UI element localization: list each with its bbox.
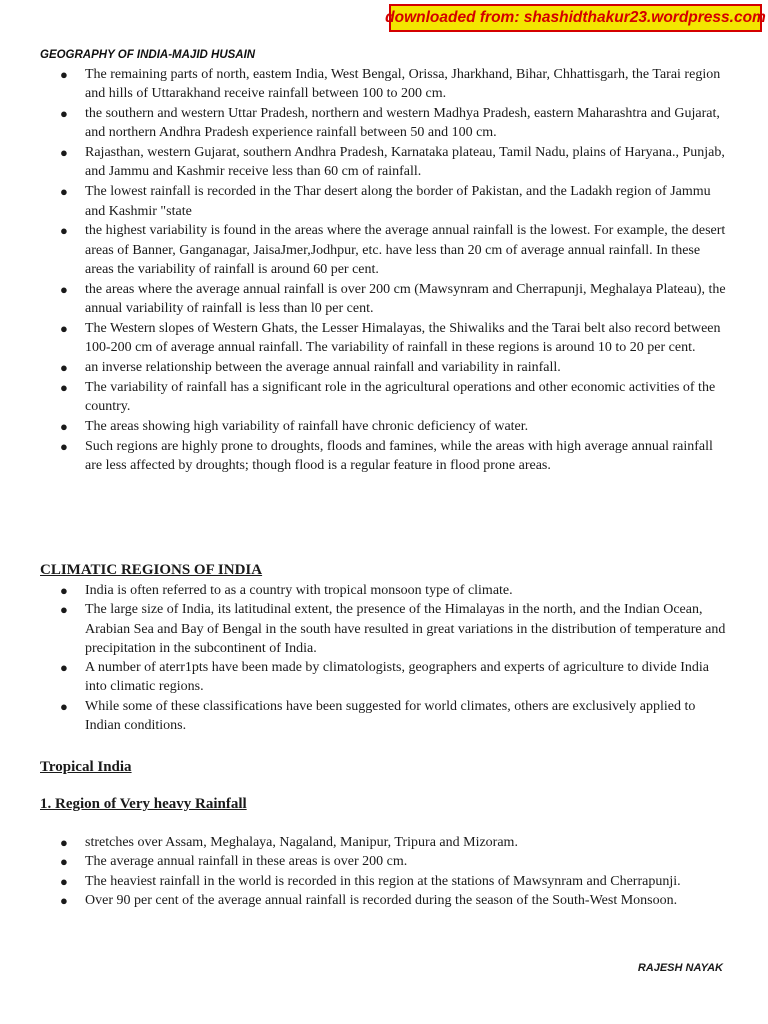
list-item: ● The heaviest rainfall in the world is recorded in this region at the stations of Mawsynram and Cherrapunji. bbox=[40, 872, 730, 891]
bullet-icon: ● bbox=[60, 698, 68, 714]
list-item: ● Over 90 per cent of the average annual rainfall is recorded during the season of the South-West Monsoon. bbox=[40, 891, 730, 910]
bullet-icon: ● bbox=[60, 184, 68, 200]
bullet-icon: ● bbox=[60, 438, 68, 454]
list-item: ● an inverse relationship between the average annual rainfall and variability in rainfall. bbox=[40, 358, 730, 377]
rainfall-bullet-list bbox=[40, 65, 730, 476]
bullet-icon: ● bbox=[60, 145, 68, 161]
bullet-icon: ● bbox=[60, 660, 68, 676]
bullet-icon: ● bbox=[60, 359, 68, 375]
list-item: ● The areas showing high variability of rainfall have chronic deficiency of water. bbox=[40, 417, 730, 436]
climatic-bullet-list bbox=[40, 581, 730, 735]
list-item: ● The large size of India, its latitudinal extent, the presence of the Himalayas in the north, and the Indian Ocean, Arabian Sea and Bay of Bengal in the south have resulted in great variations in the distribution of temperature and precipitation in the subcontinent of India. bbox=[60, 602, 726, 656]
section-heading-very-heavy-rainfall: 1. Region of Very heavy Rainfall bbox=[40, 796, 247, 812]
list-item: ● While some of these classifications have been suggested for world climates, others are exclusively applied to Indian conditions. bbox=[60, 698, 696, 734]
list-item: ● The variability of rainfall has a significant role in the agricultural operations and other economic activities of the country. bbox=[60, 379, 716, 415]
bullet-icon: ● bbox=[60, 67, 68, 82]
bullet-icon: ● bbox=[60, 106, 68, 122]
bullet-icon: ● bbox=[60, 602, 68, 618]
list-item: ● the highest variability is found in the areas where the average annual rainfall is the lowest. For example, the desert areas of Banner, Ganganagar, JaisaJmer,Jodhpur, etc. have less than 20 cm of average annual rainfall. In these areas the variability of rainfall is around 60 per cent. bbox=[60, 223, 726, 277]
list-item: ● the areas where the average annual rainfall is over 200 cm (Mawsynram and Cherrapunji, Meghalaya Plateau), the annual variability of rainfall is less than l0 per cent. bbox=[60, 281, 726, 317]
list-item: ● The remaining parts of north, eastem India, West Bengal, Orissa, Jharkhand, Bihar, Chhattisgarh, the Tarai region and hills of Uttarakhand receive rainfall between 100 to 200 cm. bbox=[60, 67, 721, 102]
list-item: ● India is often referred to as a country with tropical monsoon type of climate. bbox=[40, 581, 730, 600]
section-heading-climatic-regions: CLIMATIC REGIONS OF INDIA bbox=[40, 562, 263, 578]
list-item: ● The lowest rainfall is recorded in the Thar desert along the border of Pakistan, and the Ladakh region of Jammu and Kashmir "state bbox=[60, 184, 711, 219]
download-source-banner: downloaded from: shashidthakur23.wordpress.com bbox=[389, 4, 762, 32]
list-item: ● stretches over Assam, Meghalaya, Nagaland, Manipur, Tripura and Mizoram. bbox=[40, 833, 730, 852]
heavy-rainfall-bullet-list bbox=[40, 833, 730, 910]
bullet-icon: ● bbox=[60, 854, 68, 870]
bullet-icon: ● bbox=[60, 583, 68, 598]
bullet-icon: ● bbox=[60, 873, 68, 889]
list-item: ● The Western slopes of Western Ghats, the Lesser Himalayas, the Shiwaliks and the Tarai belt also record between 100-200 cm of average annual rainfall. The variability of rainfall in these regions is around 10 to 20 per cent. bbox=[60, 320, 721, 356]
bullet-icon: ● bbox=[60, 892, 68, 908]
bullet-icon: ● bbox=[60, 281, 68, 297]
bullet-icon: ● bbox=[60, 223, 68, 239]
bullet-icon: ● bbox=[60, 835, 68, 850]
list-item: ● The average annual rainfall in these areas is over 200 cm. bbox=[40, 852, 730, 871]
list-item: ● A number of aterr1pts have been made by climatologists, geographers and experts of agriculture to divide India into climatic regions. bbox=[60, 660, 709, 695]
document-header: GEOGRAPHY OF INDIA-MAJID HUSAIN bbox=[40, 49, 256, 61]
list-item: ● Rajasthan, western Gujarat, southern Andhra Pradesh, Karnataka plateau, Tamil Nadu, plains of Haryana., Punjab, and Jammu and Kashmir receive less than 60 cm of rainfall. bbox=[60, 145, 725, 180]
list-item: ● Such regions are highly prone to droughts, floods and famines, while the areas with high average annual rainfall are less affected by droughts; though flood is a regular feature in flood prone areas. bbox=[60, 438, 713, 473]
bullet-icon: ● bbox=[60, 418, 68, 434]
bullet-icon: ● bbox=[60, 379, 68, 395]
author-footer: RAJESH NAYAK bbox=[637, 962, 723, 974]
list-item: ● the southern and western Uttar Pradesh, northern and western Madhya Pradesh, eastern Maharashtra and Gujarat, and northern Andhra Pradesh experience rainfall between 50 and 100 cm. bbox=[60, 106, 720, 141]
section-heading-tropical-india: Tropical India bbox=[40, 759, 132, 775]
bullet-icon: ● bbox=[60, 320, 68, 336]
